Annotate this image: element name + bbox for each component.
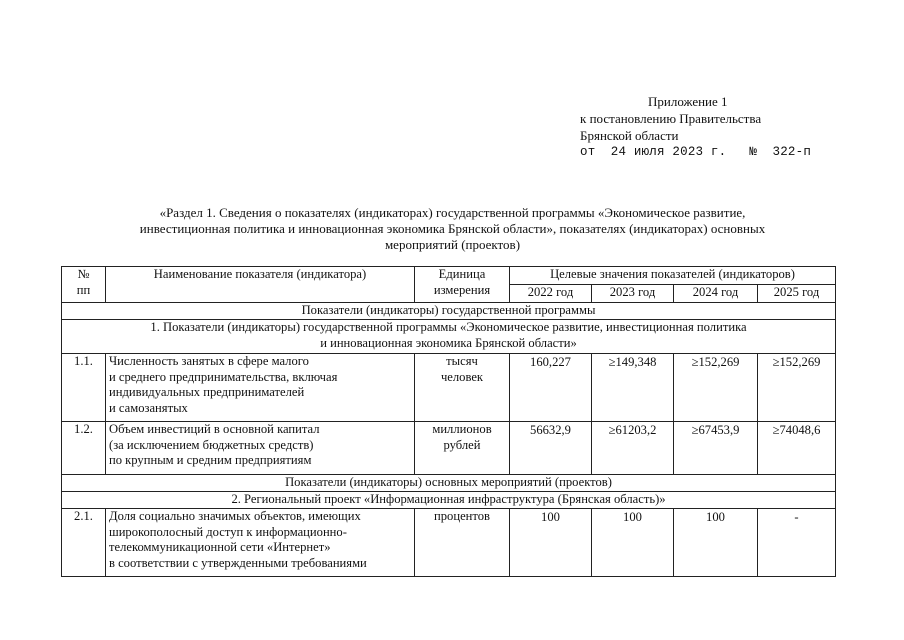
value-2022: 100 — [510, 509, 592, 577]
header-targets: Целевые значения показателей (индикаторов) — [510, 267, 836, 285]
indicators-table — [61, 266, 836, 577]
group-row-1 — [62, 320, 836, 354]
value-2022: 56632,9 — [510, 422, 592, 475]
header-name: Наименование показателя (индикатора) — [106, 267, 415, 303]
section-title-2: Показатели (индикаторы) основных мероприятий (проектов) — [62, 475, 836, 492]
value-2024: ≥67453,9 — [674, 422, 758, 475]
row-number: 2.1. — [62, 509, 106, 577]
appendix-line-2: Брянской области — [580, 128, 679, 143]
section-row-1 — [62, 303, 836, 320]
row-unit-line: человек — [440, 369, 484, 384]
header-unit-line-1: Единица — [438, 267, 486, 281]
appendix-block — [580, 93, 811, 161]
section-heading — [80, 205, 825, 253]
header-year-2022: 2022 год — [510, 285, 592, 303]
row-name-line: (за исключением бюджетных средств) — [109, 437, 314, 452]
appendix-date-line: от 24 июля 2023 г. № 322-п — [580, 145, 812, 159]
row-unit-line: рублей — [443, 437, 481, 452]
header-no-line-1: № — [77, 267, 90, 281]
header-year-2023: 2023 год — [592, 285, 674, 303]
row-name — [106, 509, 415, 577]
table-row — [62, 422, 836, 475]
row-unit — [415, 354, 510, 422]
header-unit — [415, 267, 510, 303]
row-unit: процентов — [415, 509, 510, 577]
header-no-line-2: пп — [76, 282, 91, 297]
row-name-line: Объем инвестиций в основной капитал — [109, 422, 320, 436]
row-name-line: индивидуальных предпринимателей — [109, 385, 305, 399]
group-title-1 — [62, 320, 836, 354]
appendix-title: Приложение 1 — [648, 94, 728, 109]
value-2022: 160,227 — [510, 354, 592, 422]
group-row-2 — [62, 492, 836, 509]
value-2024: ≥152,269 — [674, 354, 758, 422]
appendix-line-1: к постановлению Правительства — [580, 111, 762, 126]
row-unit — [415, 422, 510, 475]
value-2024: 100 — [674, 509, 758, 577]
header-unit-line-2: измерения — [433, 282, 491, 297]
row-number: 1.2. — [62, 422, 106, 475]
heading-line-1: «Раздел 1. Сведения о показателях (индикаторах) государственной программы «Экономическое развитие, — [159, 205, 746, 220]
section-title-1: Показатели (индикаторы) государственной программы — [62, 303, 836, 320]
heading-line-2: инвестиционная политика и инновационная экономика Брянской области», показателях (индикаторах) основных — [139, 221, 766, 236]
value-2023: ≥61203,2 — [592, 422, 674, 475]
header-no — [62, 267, 106, 303]
table-row — [62, 509, 836, 577]
heading-line-3: мероприятий (проектов) — [384, 237, 521, 252]
row-name — [106, 354, 415, 422]
header-year-2025: 2025 год — [758, 285, 836, 303]
header-row-1 — [62, 267, 836, 285]
row-name-line: Доля социально значимых объектов, имеющих — [109, 509, 361, 523]
row-name-line: и среднего предпринимательства, включая — [109, 369, 338, 384]
value-2023: ≥149,348 — [592, 354, 674, 422]
section-row-2 — [62, 475, 836, 492]
table-row — [62, 354, 836, 422]
row-name-line: и самозанятых — [109, 400, 188, 415]
group-title-2: 2. Региональный проект «Информационная инфраструктура (Брянская область)» — [62, 492, 836, 509]
row-name — [106, 422, 415, 475]
value-2025: - — [758, 509, 836, 577]
group-title-1-line-2: и инновационная экономика Брянской области» — [320, 335, 577, 350]
value-2025: ≥74048,6 — [758, 422, 836, 475]
value-2025: ≥152,269 — [758, 354, 836, 422]
row-number: 1.1. — [62, 354, 106, 422]
row-unit-line: миллионов — [432, 422, 492, 436]
row-name-line: Численность занятых в сфере малого — [109, 354, 309, 368]
group-title-1-line-1: 1. Показатели (индикаторы) государственной программы «Экономическое развитие, инвестиционная политика — [150, 320, 747, 334]
value-2023: 100 — [592, 509, 674, 577]
row-name-line: телекоммуникационной сети «Интернет» — [109, 540, 331, 554]
row-name-line: в соответствии с утвержденными требованиями — [109, 555, 367, 570]
row-name-line: по крупным и средним предприятиям — [109, 453, 312, 467]
header-year-2024: 2024 год — [674, 285, 758, 303]
row-name-line: широкополосный доступ к информационно- — [109, 524, 347, 539]
row-unit-line: тысяч — [446, 354, 478, 368]
